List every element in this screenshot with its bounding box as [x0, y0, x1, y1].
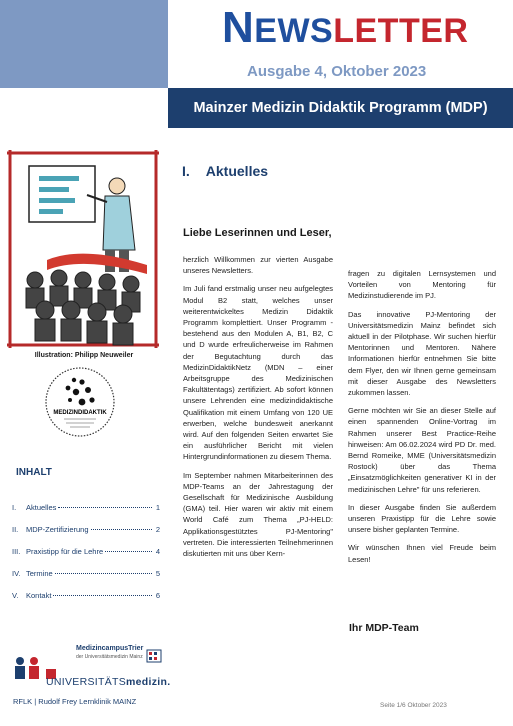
illustration-caption: Illustration: Philipp Neuweiler	[34, 352, 134, 359]
paragraph: In dieser Ausgabe finden Sie außerdem unseren Praxistipp für die Lehre sowie unsere bisher geplanten Termine.	[348, 502, 496, 535]
signoff: Ihr MDP-Team	[349, 622, 419, 634]
page-footer: Seite 1/6 Oktober 2023	[380, 702, 447, 709]
toc-item[interactable]: I. Aktuelles 1	[12, 503, 160, 512]
toc-item[interactable]: V. Kontakt 6	[12, 591, 160, 600]
issue-line: Ausgabe 4, Oktober 2023	[247, 63, 427, 80]
paragraph: Das innovative PJ-Mentoring der Universitätsmedizin Mainz befindet sich aktuell in der Pilotphase. Wir suchen hierfür Mentorinnen und Mentoren. Nähere Informationen hierfür entnehmen Sie bitte dem Flyer, den wir Ihnen gerne gemeinsam mit dieser Ausgabe des Newsletters zukommen lassen.	[348, 309, 496, 398]
medizindidaktik-logo	[44, 366, 116, 438]
paragraph: Im Juli fand erstmalig unser neu aufgelegtes Modul B2 statt, welches unser weiterentwickeltes Medizin Didaktik Programm komplettiert. Unser Programm - bestehend aus den Modulen A, B1, B2, C und D wurde erfreulicherweise im Rahmen der Begutachtung durch das MedizinDidaktikNetz (MDN – einer Arbeitsgruppe des Medizinischen Fakultätentags) zertifiziert. Ab sofort können unsere Lehrenden eine medizindidaktische Qualifikation mit einem Umfang von 120 UE erwerben, welche bundesweit anerkannt wird. Auf den folgenden Seiten erwartet Sie ein ausführlicher Bericht mit vielen Hintergrundinformationen zu diesem Thema.	[183, 284, 333, 462]
section-heading: I. Aktuelles	[182, 163, 269, 179]
toc-item[interactable]: II. MDP-Zertifizierung 2	[12, 525, 160, 534]
mct-building-icon	[146, 647, 162, 663]
paragraph: Wir wünschen Ihnen viel Freude beim Lesen!	[348, 543, 496, 564]
mct-logo-subtext: der Universitätsmedizin Mainz	[76, 654, 143, 660]
toc-item[interactable]: III. Praxistipp für die Lehre 4	[12, 547, 160, 556]
mct-logo-text: MedizincampusTrier	[76, 645, 144, 652]
text-column-1	[183, 254, 333, 566]
lecture-illustration	[7, 150, 159, 348]
paragraph: Gerne möchten wir Sie an dieser Stelle auf einen spannenden Online-Vortrag im Rahmen unserer Best Practice-Reihe hinweisen: Am 06.02.2024 wird PD Dr. med. Bernd Romeike, MME (Universitätsmedizin Rostock) über das Thema „Einsatzmöglichkeiten generativer KI in der medizinischen Lehre" für uns referieren.	[348, 406, 496, 494]
partner-logos	[10, 645, 171, 715]
paragraph: fragen zu digitalen Lernsystemen und Vorteilen von Mentoring für Medizinstudierende im PJ.	[348, 269, 496, 301]
toc-title: INHALT	[16, 467, 52, 478]
table-of-contents	[12, 503, 160, 613]
header-color-band	[0, 0, 168, 88]
unimedizin-logo: UNIVERSITÄTSmedizin.	[46, 676, 171, 688]
rflk-logo: RFLK | Rudolf Frey Lernklinik MAINZ	[13, 697, 137, 706]
paragraph: Im September nahmen Mitarbeiterinnen des MDP-Teams an der Jahrestagung der Gesellschaft für Medizinische Ausbildung (GMA) teil. Hier waren wir aktiv mit einem World Café zum Thema „PJ-HELD: Applikationsgestütztes PJ-Mentoring" vertreten. Die interessierten Teilnehmerinnen diskutierten mit uns über Kern-	[183, 470, 333, 559]
toc-item[interactable]: IV. Termine 5	[12, 569, 160, 578]
left-column	[0, 0, 171, 726]
text-column-2	[348, 268, 496, 572]
program-banner: Mainzer Medizin Didaktik Programm (MDP)	[168, 88, 513, 128]
logo-text: MEDIZINDIDAKTIK	[53, 410, 107, 416]
paragraph: herzlich Willkommen zur vierten Ausgabe unseres Newsletters.	[183, 255, 333, 276]
greeting: Liebe Leserinnen und Leser,	[183, 227, 332, 239]
newsletter-title: NEWSLETTER	[222, 3, 469, 52]
